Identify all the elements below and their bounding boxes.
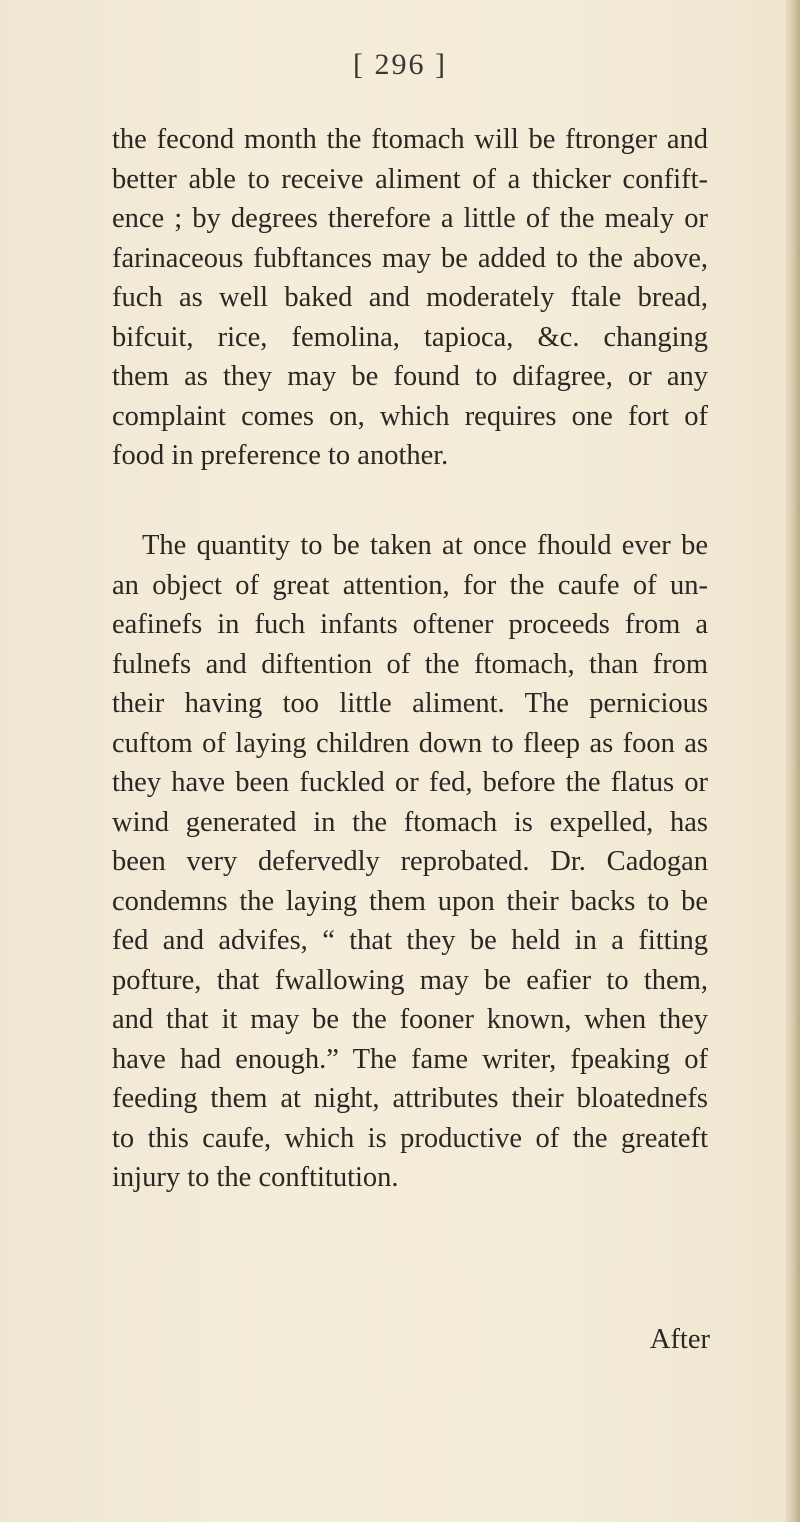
text-line: complaint comes on, which requires one fort of bbox=[112, 400, 708, 432]
paragraph-1 bbox=[112, 120, 708, 476]
text-line: bifcuit, rice, femolina, tapioca, &c. changing bbox=[112, 321, 708, 353]
text-line: food in preference to another. bbox=[112, 440, 449, 471]
paragraph-2 bbox=[112, 526, 708, 1198]
text-line: fulnefs and diftention of the ftomach, than from bbox=[112, 648, 708, 680]
text-line: ence ; by degrees therefore a little of the mealy or bbox=[112, 203, 708, 234]
text-line: to this caufe, which is productive of the greateft bbox=[112, 1122, 708, 1154]
text-line: wind generated in the ftomach is expelled, has bbox=[112, 806, 708, 838]
text-line: they have been fuckled or fed, before the flatus or bbox=[112, 767, 708, 798]
page-edge-shadow bbox=[786, 0, 800, 1522]
text-line: the fecond month the ftomach will be ftronger and bbox=[112, 124, 708, 155]
text-line: been very defervedly reprobated. Dr. Cadogan bbox=[112, 846, 708, 877]
text-line: eafinefs in fuch infants oftener proceeds from a bbox=[112, 609, 708, 640]
text-line: injury to the conftitution. bbox=[112, 1162, 399, 1193]
page-number: [ 296 ] bbox=[353, 48, 447, 81]
text-line: cuftom of laying children down to fleep as foon as bbox=[112, 727, 708, 759]
text-line: have had enough.” The fame writer, fpeaking of bbox=[112, 1043, 708, 1075]
text-line: feeding them at night, attributes their bloatednefs bbox=[112, 1083, 708, 1114]
text-line: fed and advifes, “ that they be held in a fitting bbox=[112, 925, 708, 956]
text-line: and that it may be the fooner known, when they bbox=[112, 1004, 708, 1035]
text-line: pofture, that fwallowing may be eafier to them, bbox=[112, 964, 708, 996]
text-line: fuch as well baked and moderately ftale bread, bbox=[112, 282, 708, 313]
text-line: The quantity to be taken at once fhould ever be bbox=[142, 530, 708, 561]
text-line: an object of great attention, for the caufe of un- bbox=[112, 569, 708, 601]
catchword: After bbox=[649, 1324, 710, 1355]
text-line: better able to receive aliment of a thicker confift- bbox=[112, 163, 708, 195]
text-line: farinaceous fubftances may be added to the above, bbox=[112, 242, 708, 274]
text-line: condemns the laying them upon their backs to be bbox=[112, 885, 708, 917]
text-line: them as they may be found to difagree, or any bbox=[112, 361, 708, 392]
text-line: their having too little aliment. The pernicious bbox=[112, 688, 708, 719]
